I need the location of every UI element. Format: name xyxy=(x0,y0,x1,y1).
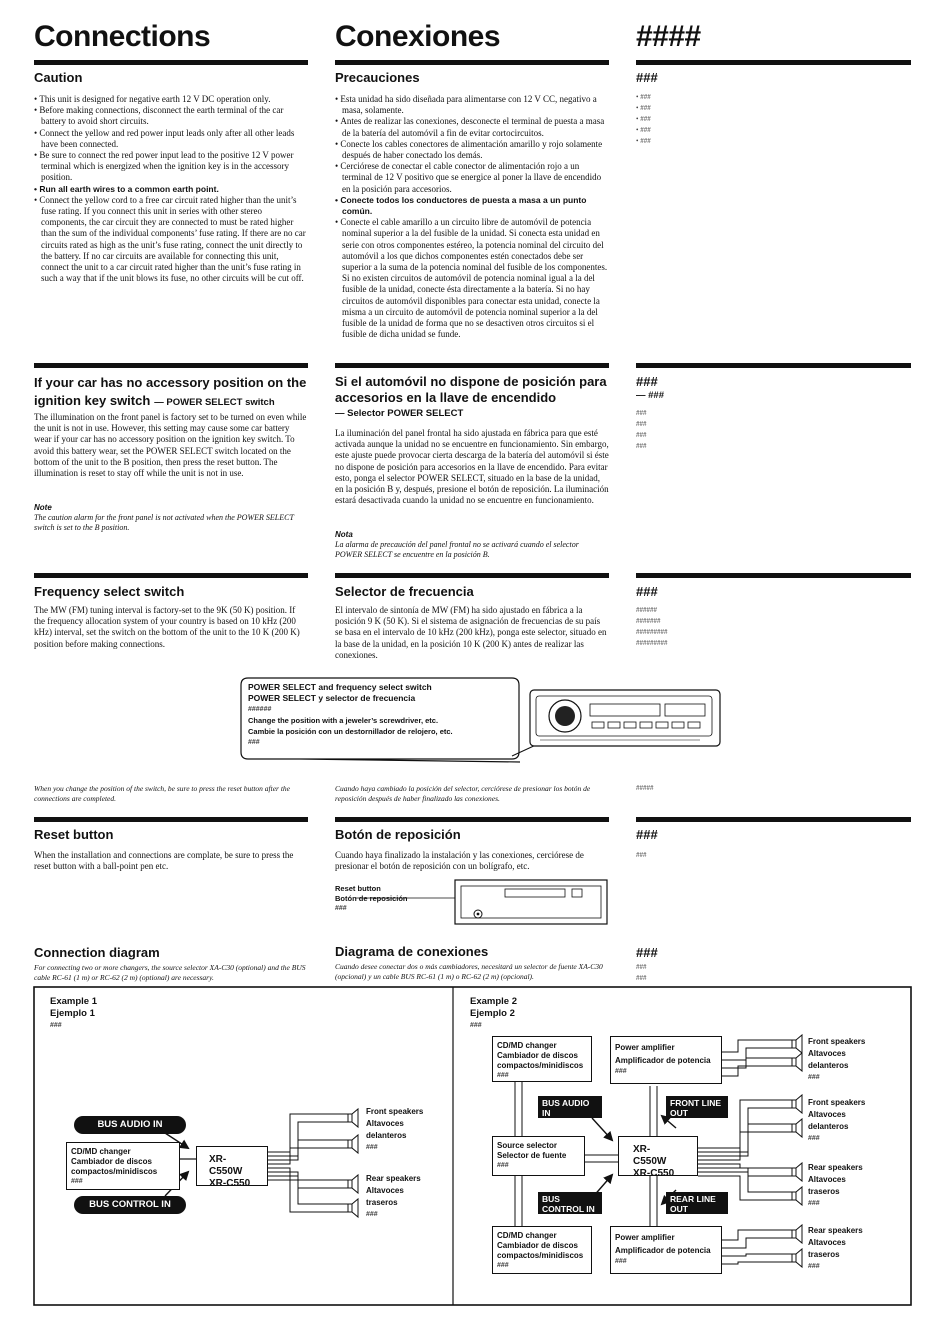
frequency-after-es: Cuando haya cambiado la posición del selector, cerciórese de presionar los botón de reposición después de haber finalizado las conexiones. xyxy=(335,784,591,803)
page-title-hash: #### xyxy=(636,20,701,53)
list-item: • Cerciórese de conectar el cable conector de alimentación rojo a un terminal de 12 V positivo que se energice al poner la llave de encendido en la posición para accesorios. xyxy=(335,161,609,195)
list-item: • Conecte todos los conductores de puesta a masa a un punto común. xyxy=(335,195,609,217)
head-unit-box: XR-C550W XR-C550 xyxy=(196,1146,268,1186)
frequency-heading-en: Frequency select switch xyxy=(34,584,185,599)
front-speakers-label-2: Front speakers Altavoces delanteros ### xyxy=(808,1098,866,1142)
list-item: • Be sure to connect the red power input lead to the positive 12 V power terminal which is energized when the ignition key is in the accessory position. xyxy=(34,150,308,184)
list-item: • ### xyxy=(636,125,736,136)
note-text: La alarma de precaución del panel frontal no se activará cuando el selector POWER SELECT se encuentre en la posición B. xyxy=(335,540,579,559)
note-text: The caution alarm for the front panel is not activated when the POWER SELECT switch is set to the B position. xyxy=(34,513,294,532)
example2-title: Example 2 Ejemplo 2 ### xyxy=(470,996,517,1029)
list-item: • Conecte el cable amarillo a un circuito libre de automóvil de potencia nominal superior a la del fusible de la unidad. Si conecta esta unidad en serie con otros componentes estéreo, la potencia nominal del circuito del automóvil a los que dichos componentes estén conectados debe ser superior a la suma de la potencia nominal del fusible de los componentes. Si no existen circuitos de automóvil de potencia nominal igual a la del fusible de la unidad, conecte ésta directamente a la batería. Si no hay circuitos de automóvil disponibles para conectar esta unidad, conecte la misma a un circuito de automóvil de potencia nominal superior a la del fusible de la unidad de forma que no se desactiven otros circuitos si el fusible de dicha unidad se funde. xyxy=(335,217,609,340)
accessory-heading-hash: ### xyxy=(636,374,658,389)
caution-heading-es: Precauciones xyxy=(335,70,420,85)
diagram-heading-hash: ### xyxy=(636,945,658,960)
power-amplifier-box-1: Power amplifier Amplificador de potencia ### xyxy=(610,1036,722,1084)
list-item: • ### xyxy=(636,114,736,125)
bus-control-in-badge: BUS CONTROL IN xyxy=(74,1196,186,1214)
note-heading: Nota xyxy=(335,530,353,539)
accessory-heading-en: If your car has no accessory position on the ignition key switch — POWER SELECT switch xyxy=(34,375,307,408)
caution-heading-en: Caution xyxy=(34,70,83,85)
list-item: • Esta unidad ha sido diseñada para alimentarse con 12 V CC, negativo a masa, solamente. xyxy=(335,94,609,116)
rear-speakers-label-2: Rear speakers Altavoces traseros ### xyxy=(808,1226,863,1270)
rear-speakers-label: Rear speakers Altavoces traseros ### xyxy=(366,1174,421,1218)
list-item: • Connect the yellow cord to a free car circuit rated higher than the unit’s fuse rating. If you connect this unit in series with other stereo components, the car circuit they are connected to must be rated higher than the sum of the individual components’ fuse rating. If there are no car circuits rated as high as the unit’s fuse rating, connect the unit directly to the battery. If no car circuits are available for connecting this unit, connect the unit to a car circuit rated higher than the unit’s fuse rating in such a way that if the unit blows its fuse, no other circuits will be cut off. xyxy=(34,195,308,285)
diagram-heading-en: Connection diagram xyxy=(34,945,160,960)
note-heading: Note xyxy=(34,503,52,512)
diagram-sub-es: Cuando desee conectar dos o más cambiadores, necesitará un selector de fuente XA-C30 (opcional) y un cable BUS RC-61 (1 m) o RC-62 (2 m) (opcional). xyxy=(335,962,603,981)
frequency-after-en: When you change the position of the switch, be sure to press the reset button after the connections are completed. xyxy=(34,784,290,803)
cd-md-changer-box-1: CD/MD changer Cambiador de discos compactos/minidiscos ### xyxy=(492,1036,592,1082)
rear-speakers-label-1: Rear speakers Altavoces traseros ### xyxy=(808,1163,863,1207)
reset-body-hash: ### xyxy=(636,851,647,859)
accessory-heading-es: Si el automóvil no dispone de posición para accesorios en la llave de encendido xyxy=(335,374,607,405)
frequency-heading-hash: ### xyxy=(636,584,658,599)
accessory-hash-lines: ### ### ### ### xyxy=(636,409,647,450)
bus-control-in-badge: BUS CONTROL IN xyxy=(538,1192,602,1214)
frequency-hash-lines: ###### ####### ######### ######### xyxy=(636,606,668,647)
reset-heading-es: Botón de reposición xyxy=(335,827,461,842)
page-title-es: Conexiones xyxy=(335,20,501,53)
page-title-en: Connections xyxy=(34,20,211,53)
reset-heading-hash: ### xyxy=(636,827,658,842)
reset-labels: Reset button Botón de reposición ### xyxy=(335,884,408,912)
frequency-body-es: El intervalo de sintonía de MW (FM) ha sido ajustado en fábrica a la posición 9 K (50 K). Si el sistema de asignación de frecuencias de su país se basa en el intervalo de 10 kHz (200 kHz), ponga este selector, situado en la base de la unidad, en la posición 10 K (200 K) antes de realizar las conexiones. xyxy=(335,605,607,660)
diagram-sub-en: For connecting two or more changers, the source selector XA-C30 (optional) and the BUS cable RC-61 (1 m) or RC-62 (2 m) (optional) are necessary. xyxy=(34,963,306,982)
reset-heading-en: Reset button xyxy=(34,827,114,842)
head-unit-box: XR-C550W XR-C550 xyxy=(618,1136,698,1176)
list-item: • Connect the yellow and red power input leads only after all other leads have been connected. xyxy=(34,128,308,150)
power-amplifier-box-2: Power amplifier Amplificador de potencia ### xyxy=(610,1226,722,1274)
caution-heading-hash: ### xyxy=(636,70,658,85)
diagram-sub-hash: ### ### xyxy=(636,963,647,982)
frequency-callout: POWER SELECT and frequency select switch POWER SELECT y selector de frecuencia ###### Change the position with a jeweler’s screwdriver, etc. Cambie la posición con un destornillador de relojero, etc. ### xyxy=(248,682,453,746)
bus-audio-in-badge: BUS AUDIO IN xyxy=(74,1116,186,1134)
list-item: • Conecte los cables conectores de alimentación amarillo y rojo solamente después de haber conectado los demás. xyxy=(335,139,609,161)
source-selector-box: Source selector Selector de fuente ### xyxy=(492,1136,585,1176)
front-speakers-label: Front speakers Altavoces delanteros ### xyxy=(366,1107,424,1151)
accessory-body-en: The illumination on the front panel is factory set to be turned on even while the unit is not in use. However, this setting may cause some car battery wear if your car has no accessory position on the ignition key switch. To avoid this battery wear, set the POWER SELECT switch located on the bottom of the unit to the B position, then press the reset button. The illumination is reset to stay off while the unit is not in use. xyxy=(34,412,307,479)
reset-body-es: Cuando haya finalizado la instalación y las conexiones, cerciórese de presionar el botón de reposición con un bolígrafo, etc. xyxy=(335,850,584,872)
cd-md-changer-box-2: CD/MD changer Cambiador de discos compactos/minidiscos ### xyxy=(492,1226,592,1274)
list-item: • ### xyxy=(636,92,736,103)
list-item: • This unit is designed for negative earth 12 V DC operation only. xyxy=(34,94,308,105)
diagram-heading-es: Diagrama de conexiones xyxy=(335,944,489,959)
bus-audio-in-badge: BUS AUDIO IN xyxy=(538,1096,602,1118)
rear-line-out-badge: REAR LINE OUT xyxy=(666,1192,728,1214)
front-speakers-label-1: Front speakers Altavoces delanteros ### xyxy=(808,1037,866,1081)
accessory-sub-es: — Selector POWER SELECT xyxy=(335,408,464,419)
list-item: • Run all earth wires to a common earth point. xyxy=(34,184,308,195)
cd-md-changer-box: CD/MD changer Cambiador de discos compactos/minidiscos ### xyxy=(66,1142,180,1190)
front-line-out-badge: FRONT LINE OUT xyxy=(666,1096,728,1118)
list-item: • Before making connections, disconnect the earth terminal of the car battery to avoid short circuits. xyxy=(34,105,308,127)
accessory-sub-hash: — ### xyxy=(636,390,664,401)
accessory-body-es: La iluminación del panel frontal ha sido ajustada en fábrica para que esté activada aunque la unidad no se encuentre en funcionamiento. Sin embargo, este ajuste puede provocar cierta descarga de la batería del automóvil si éste no dispone de posición para accesorios en la llave de encendido. Para evitar esto, ponga el selector POWER SELECT, situado en la base de la unidad, en la posición B y, después, presione el botón de reposición. La iluminación estará desactivada cuando la unidad no se encuentre en funcionamiento. xyxy=(335,428,609,506)
list-item: • ### xyxy=(636,136,736,147)
frequency-after-hash: ##### xyxy=(636,784,654,792)
reset-body-en: When the installation and connections are complate, be sure to press the reset button with a ball-point pen etc. xyxy=(34,850,294,872)
frequency-heading-es: Selector de frecuencia xyxy=(335,584,474,599)
list-item: • Antes de realizar las conexiones, desconecte el terminal de puesta a masa de la batería del automóvil a fin de evitar cortocircuitos. xyxy=(335,116,609,138)
list-item: • ### xyxy=(636,103,736,114)
frequency-body-en: The MW (FM) tuning interval is factory-set to the 9K (50 K) position. If the frequency allocation system of your country is based on 10 kHz (200 kHz) interval, set the switch on the bottom of the unit to the 10 K (200 K) position before making connections. xyxy=(34,605,300,649)
example1-title: Example 1 Ejemplo 1 ### xyxy=(50,996,97,1029)
